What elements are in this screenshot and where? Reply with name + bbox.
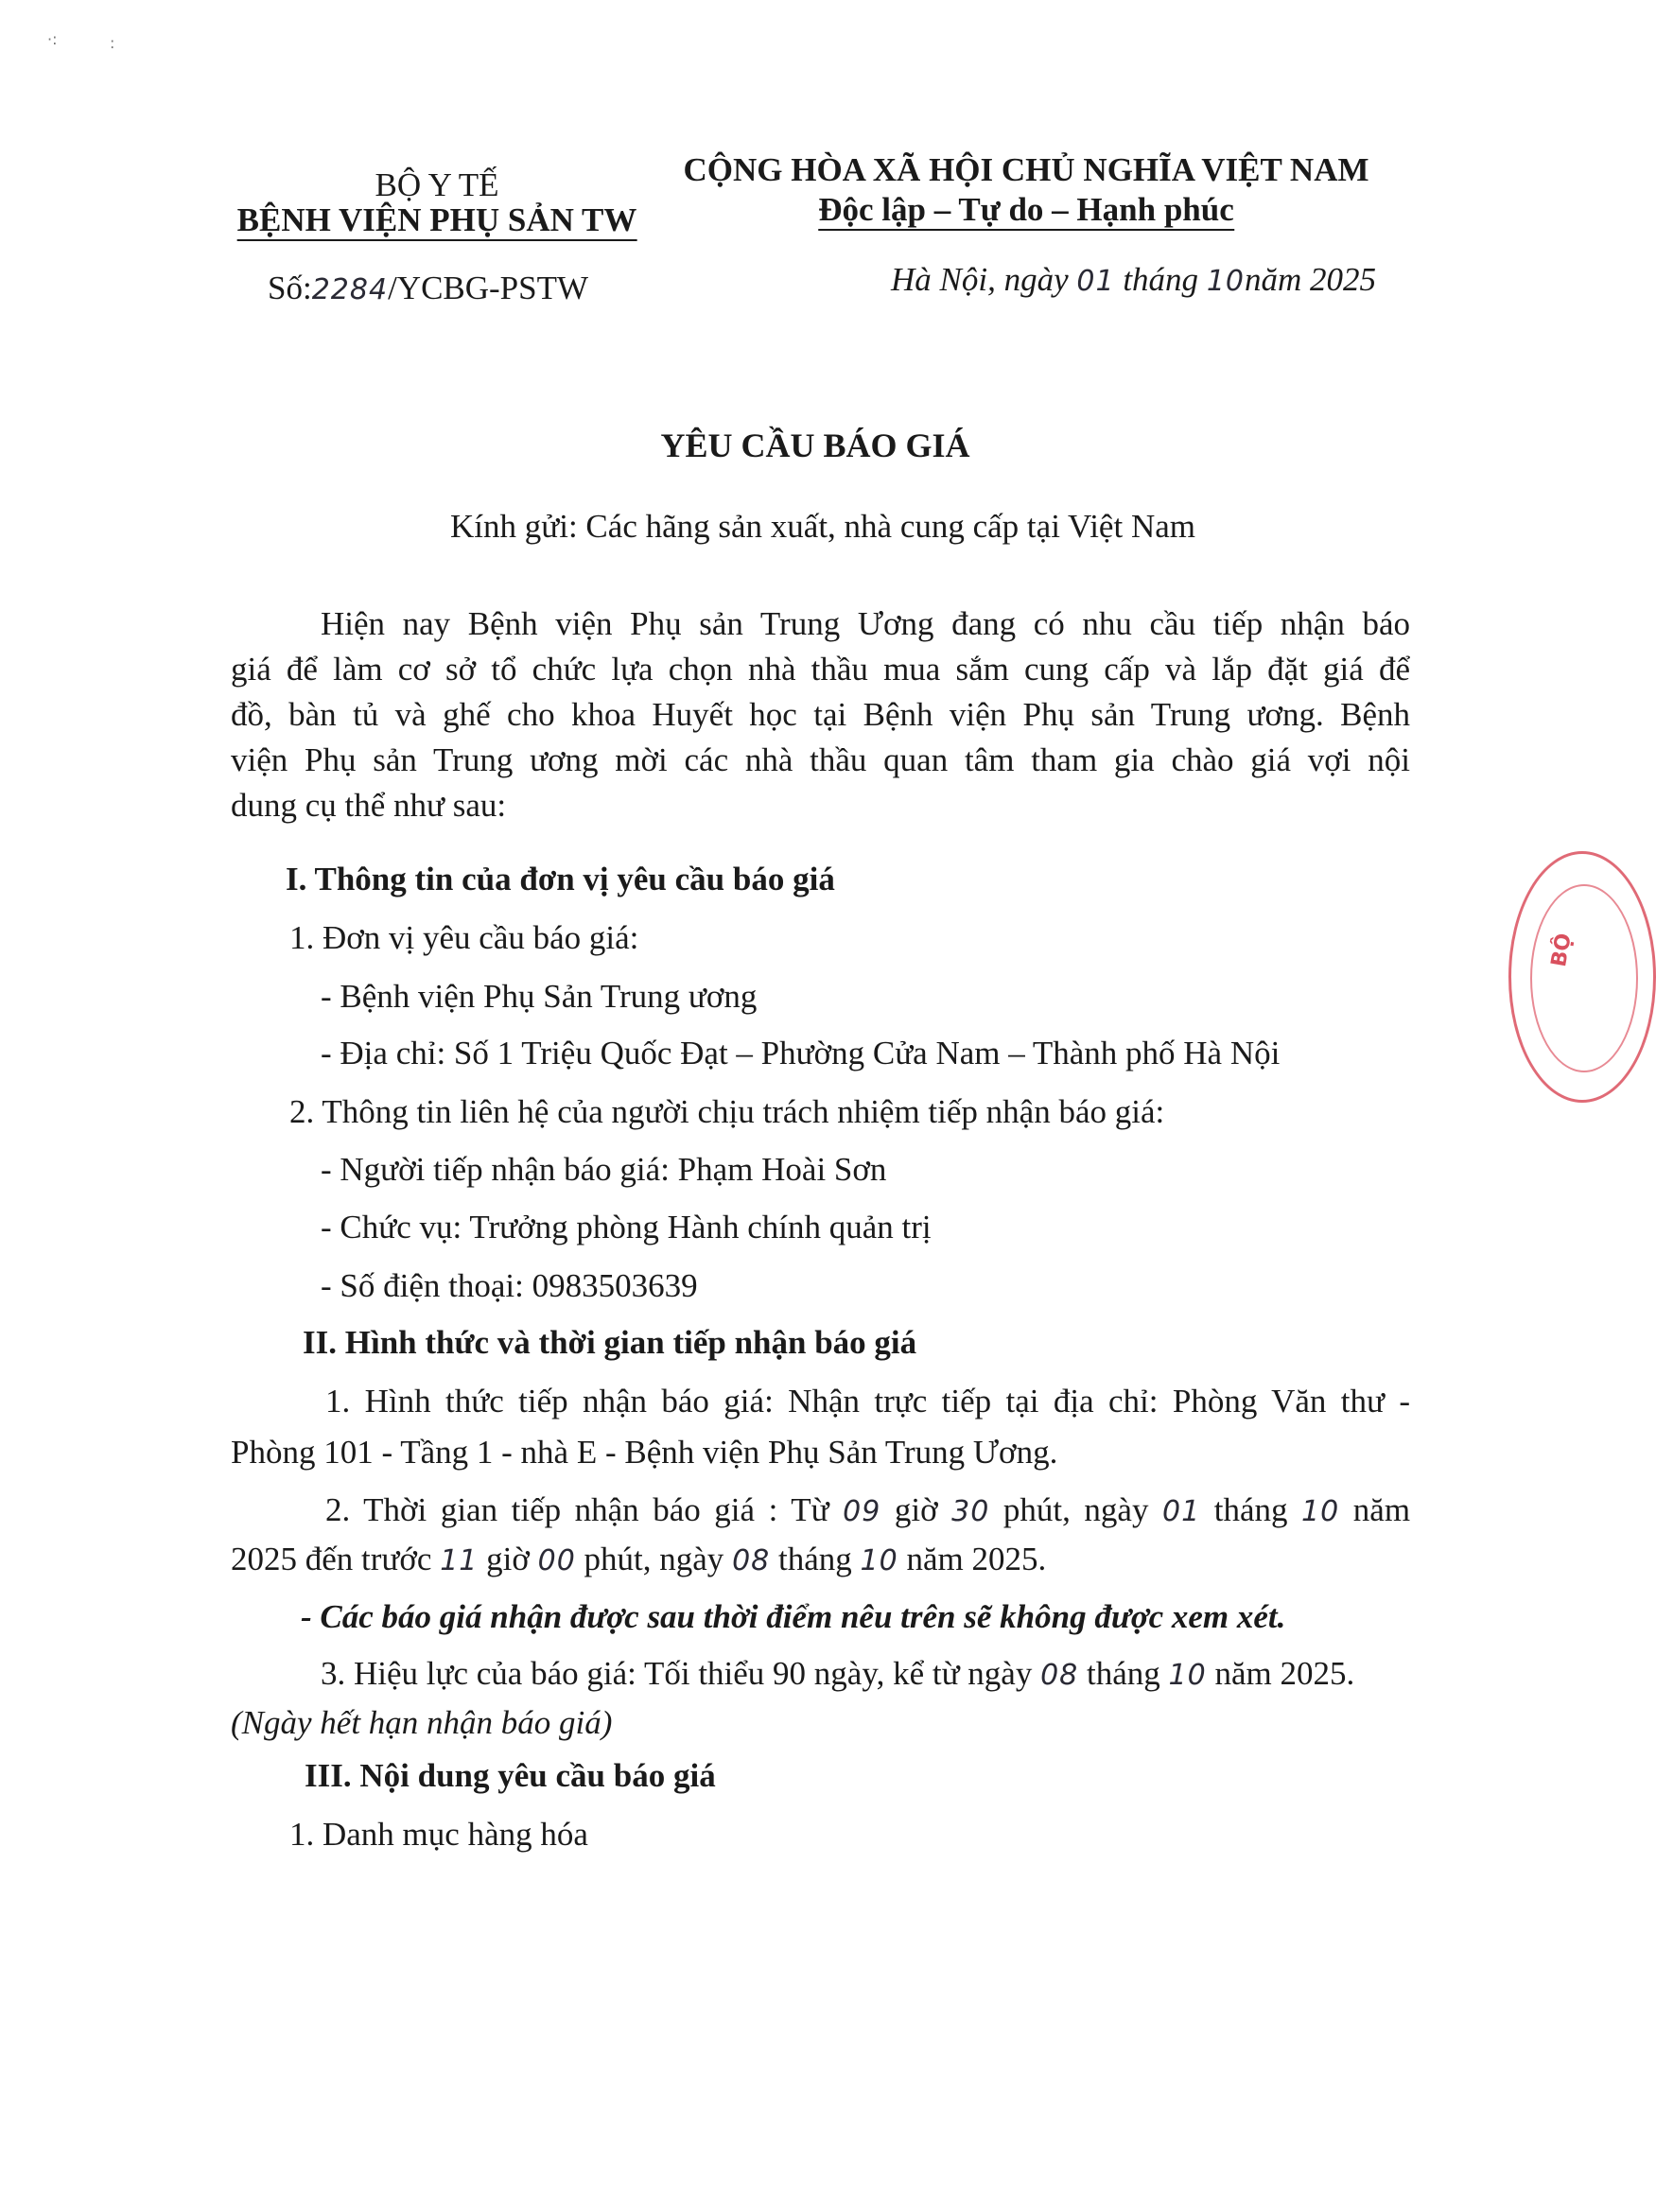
section-1-item-2: 2. Thông tin liên hệ của người chịu trách nhiệm tiếp nhận báo giá: — [289, 1093, 1165, 1130]
ministry-name: BỘ Y TẾ — [375, 166, 499, 203]
text: năm — [1352, 1491, 1411, 1528]
handwritten-minute-start: 30 — [951, 1495, 990, 1528]
text: phút, ngày — [584, 1541, 724, 1577]
handwritten-minute-end: 00 — [537, 1544, 576, 1577]
date-place: Hà Nội, ngày — [891, 261, 1069, 298]
hospital-name — [237, 201, 637, 239]
text: năm 2025. — [906, 1541, 1047, 1577]
text: giờ — [486, 1541, 530, 1577]
section-1-item-1-line: - Bệnh viện Phụ Sản Trung ương — [321, 978, 758, 1015]
intro-line: đồ, bàn tủ và ghế cho khoa Huyết học tại Bệnh viện Phụ sản Trung ương. Bệnh — [231, 696, 1410, 733]
text: năm 2025. — [1214, 1655, 1355, 1692]
handwritten-month-start: 10 — [1301, 1495, 1340, 1528]
recipient-line: Kính gửi: Các hãng sản xuất, nhà cung cấp tại Việt Nam — [450, 508, 1195, 545]
section-1-item-1-line: - Địa chỉ: Số 1 Triệu Quốc Đạt – Phường Cửa Nam – Thành phố Hà Nội — [321, 1035, 1281, 1071]
section-1-item-2-line: - Người tiếp nhận báo giá: Phạm Hoài Sơn — [321, 1151, 887, 1188]
date-year: năm 2025 — [1245, 261, 1377, 298]
hospital-name-text: BỆNH VIỆN PHỤ SẢN TW — [237, 201, 637, 241]
text: tháng — [1213, 1491, 1288, 1528]
text: tháng — [1087, 1655, 1160, 1692]
handwritten-hour-start: 09 — [843, 1495, 881, 1528]
section-2-item-1-line: 1. Hình thức tiếp nhận báo giá: Nhận trực tiếp tại địa chỉ: Phòng Văn thư - — [325, 1383, 1410, 1420]
intro-line: viện Phụ sản Trung ương mời các nhà thầu quan tâm tham gia chào giá vợi nội — [231, 741, 1410, 778]
handwritten-day-start: 01 — [1162, 1495, 1201, 1528]
document-title: YÊU CẦU BÁO GIÁ — [660, 427, 970, 464]
section-2-note: - Các báo giá nhận được sau thời điểm nêu trên sẽ không được xem xét. — [301, 1598, 1286, 1635]
text: 3. Hiệu lực của báo giá: Tối thiểu 90 ngày, kể từ ngày — [321, 1655, 1033, 1692]
intro-line: giá để làm cơ sở tổ chức lựa chọn nhà thầu mua sắm cung cấp và lắp đặt giá để — [231, 651, 1410, 688]
handwritten-hour-end: 11 — [440, 1544, 479, 1577]
official-stamp-inner-ring — [1530, 884, 1638, 1072]
section-1-item-2-line: - Số điện thoại: 0983503639 — [321, 1267, 698, 1304]
scan-speck: ·: — [47, 30, 58, 48]
handwritten-day-end: 08 — [732, 1544, 771, 1577]
handwritten-validity-day: 08 — [1040, 1659, 1079, 1692]
section-2-item-1-line: Phòng 101 - Tầng 1 - nhà E - Bệnh viện Phụ Sản Trung Ương. — [231, 1434, 1058, 1471]
document-date — [891, 261, 1376, 301]
text: giờ — [894, 1491, 938, 1528]
text: tháng — [778, 1541, 852, 1577]
doc-no-suffix: /YCBG-PSTW — [388, 270, 589, 306]
date-month-label: tháng — [1123, 261, 1199, 298]
handwritten-month-end: 10 — [860, 1544, 898, 1577]
section-2-item-2-line — [231, 1539, 1046, 1582]
official-stamp-text: BỘ — [1547, 932, 1577, 969]
national-motto — [818, 191, 1234, 229]
section-2-heading: II. Hình thức và thời gian tiếp nhận báo giá — [303, 1324, 917, 1361]
republic-name: CỘNG HÒA XÃ HỘI CHỦ NGHĨA VIỆT NAM — [683, 151, 1369, 188]
date-day: 01 — [1076, 265, 1115, 298]
date-month: 10 — [1206, 265, 1245, 298]
doc-no-handwritten: 2284 — [311, 273, 389, 306]
doc-no-prefix: Số: — [268, 270, 312, 306]
national-motto-text: Độc lập – Tự do – Hạnh phúc — [818, 191, 1234, 231]
intro-line: dung cụ thể như sau: — [231, 787, 507, 824]
text: phút, ngày — [1002, 1491, 1149, 1528]
section-2-item-2-line — [325, 1489, 1410, 1533]
section-1-heading: I. Thông tin của đơn vị yêu cầu báo giá — [286, 861, 835, 897]
text: 2025 đến trước — [231, 1541, 432, 1577]
section-2-item-3-line — [321, 1653, 1354, 1697]
section-1-item-2-line: - Chức vụ: Trưởng phòng Hành chính quản trị — [321, 1209, 932, 1245]
section-3-item-1: 1. Danh mục hàng hóa — [289, 1816, 588, 1853]
handwritten-validity-month: 10 — [1168, 1659, 1207, 1692]
text: 2. Thời gian tiếp nhận báo giá : Từ — [325, 1491, 829, 1528]
section-1-item-1: 1. Đơn vị yêu cầu báo giá: — [289, 919, 639, 956]
intro-line: Hiện nay Bệnh viện Phụ sản Trung Ương đang có nhu cầu tiếp nhận báo — [321, 605, 1410, 642]
section-2-item-3-note: (Ngày hết hạn nhận báo giá) — [231, 1704, 613, 1741]
scan-speck: : — [110, 34, 115, 52]
document-number — [268, 270, 588, 309]
section-3-heading: III. Nội dung yêu cầu báo giá — [305, 1757, 716, 1794]
